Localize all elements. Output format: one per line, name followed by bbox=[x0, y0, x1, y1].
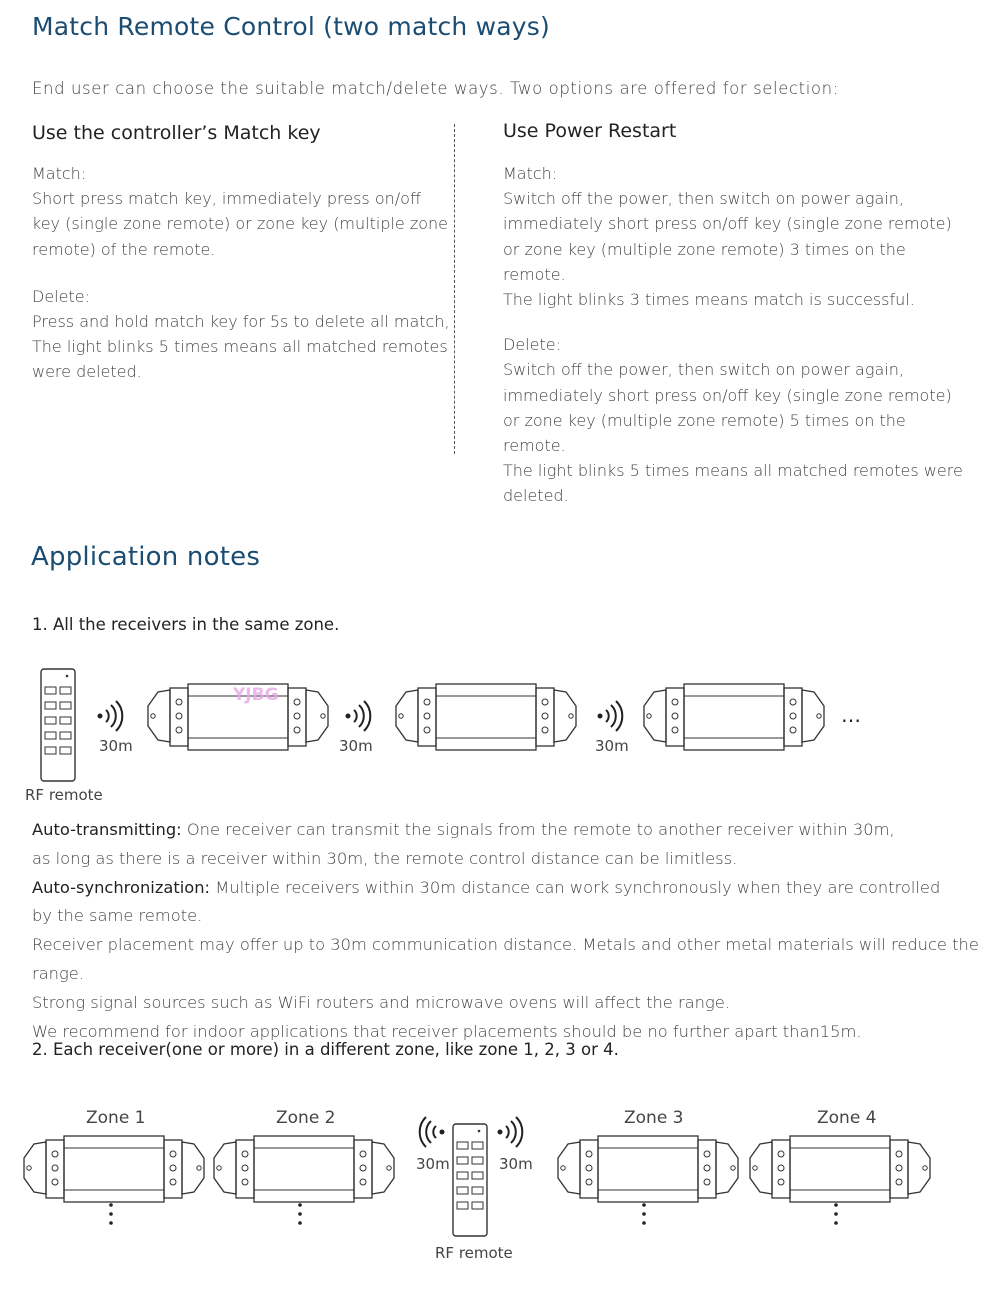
left-match-line: key (single zone remote) or zone key (multiple zone bbox=[32, 214, 449, 234]
left-delete-line: Press and hold match key for 5s to delete all match, bbox=[32, 312, 450, 332]
signal-waves-icon bbox=[420, 1117, 445, 1147]
left-match-line: remote) of the remote. bbox=[32, 239, 216, 259]
receiver-icon bbox=[396, 684, 576, 750]
signal-waves-icon bbox=[498, 1117, 523, 1147]
right-delete-line: Switch off the power, then switch on power again, bbox=[503, 360, 904, 380]
rf-remote-label: RF remote bbox=[435, 1244, 513, 1262]
receiver-icon bbox=[644, 684, 824, 750]
left-delete-line: The light blinks 5 times means all matched remotes bbox=[32, 337, 448, 357]
note-line bbox=[32, 816, 982, 845]
right-delete-line: or zone key (multiple zone remote) 5 times on the remote. bbox=[503, 410, 906, 456]
distance-label: 30m bbox=[499, 1155, 533, 1173]
vertical-ellipsis bbox=[109, 1203, 838, 1225]
receiver-icon bbox=[214, 1136, 394, 1202]
zone-label: Zone 4 bbox=[817, 1108, 877, 1128]
note-line: Receiver placement may offer up to 30m communication distance. Metals and other metal materials will reduce the range. bbox=[32, 935, 979, 983]
zone-label: Zone 1 bbox=[86, 1108, 146, 1128]
left-column-body bbox=[32, 161, 452, 385]
multi-zone-diagram bbox=[0, 1096, 1000, 1276]
right-match-line: immediately short press on/off key (single zone remote) bbox=[503, 214, 952, 234]
right-delete-label: Delete: bbox=[503, 335, 561, 355]
right-delete-line: immediately short press on/off key (single zone remote) bbox=[503, 385, 952, 405]
right-match-line: The light blinks 3 times means match is successful. bbox=[503, 290, 915, 310]
receiver-icon bbox=[558, 1136, 738, 1202]
auto-sync-text: Multiple receivers within 30m distance can work synchronously when they are controlled bbox=[210, 877, 941, 897]
note-line: Strong signal sources such as WiFi routers and microwave ovens will affect the range. bbox=[32, 992, 730, 1012]
signal-waves-icon bbox=[98, 701, 123, 731]
application-notes-title: Application notes bbox=[31, 542, 261, 572]
application-item-2: 2. Each receiver(one or more) in a different zone, like zone 1, 2, 3 or 4. bbox=[32, 1040, 619, 1059]
left-match-label: Match: bbox=[32, 164, 87, 183]
left-column-heading: Use the controller’s Match key bbox=[32, 122, 321, 144]
note-line: as long as there is a receiver within 30m, the remote control distance can be limitless. bbox=[32, 848, 738, 868]
right-delete-line: deleted. bbox=[503, 486, 569, 506]
right-delete-line: The light blinks 5 times means all matched remotes were bbox=[503, 461, 963, 481]
right-match-line: or zone key (multiple zone remote) 3 times on the remote. bbox=[503, 239, 906, 284]
distance-label: 30m bbox=[99, 737, 133, 755]
right-match-label: Match: bbox=[503, 164, 558, 183]
note-line: We recommend for indoor applications that receiver placements should be no further apart than15m. bbox=[32, 1021, 862, 1041]
application-item-1: 1. All the receivers in the same zone. bbox=[32, 615, 340, 634]
receiver-icon bbox=[750, 1136, 930, 1202]
right-match-line: Switch off the power, then switch on power again, bbox=[503, 189, 904, 209]
distance-label: 30m bbox=[595, 737, 629, 755]
application-notes-text bbox=[32, 816, 982, 1046]
zone-label: Zone 2 bbox=[276, 1108, 336, 1128]
signal-waves-icon bbox=[346, 701, 371, 731]
ellipsis: … bbox=[841, 703, 861, 727]
distance-label: 30m bbox=[416, 1155, 450, 1173]
right-column-body bbox=[503, 161, 973, 509]
rf-remote-icon bbox=[453, 1124, 487, 1236]
zone-label: Zone 3 bbox=[624, 1108, 684, 1128]
distance-label: 30m bbox=[339, 737, 373, 755]
receiver-icon bbox=[24, 1136, 204, 1202]
same-zone-diagram bbox=[0, 660, 1000, 810]
note-line bbox=[32, 874, 982, 903]
watermark: YJBG bbox=[233, 685, 279, 705]
right-column-heading: Use Power Restart bbox=[503, 120, 677, 142]
left-delete-line: were deleted. bbox=[32, 362, 142, 382]
auto-sync-label: Auto-synchronization: bbox=[32, 877, 211, 897]
note-line: by the same remote. bbox=[32, 906, 203, 926]
signal-waves-icon bbox=[598, 701, 623, 731]
match-intro: End user can choose the suitable match/delete ways. Two options are offered for selection: bbox=[32, 79, 839, 98]
auto-transmitting-text: One receiver can transmit the signals from the remote to another receiver within 30m, bbox=[181, 820, 895, 839]
left-delete-label: Delete: bbox=[32, 286, 90, 306]
rf-remote-icon bbox=[41, 669, 75, 781]
match-section-title: Match Remote Control (two match ways) bbox=[32, 12, 550, 41]
left-match-line: Short press match key, immediately press on/off bbox=[32, 189, 421, 209]
auto-transmitting-label: Auto-transmitting: bbox=[32, 820, 182, 839]
column-divider bbox=[454, 124, 455, 454]
rf-remote-label: RF remote bbox=[25, 786, 103, 804]
